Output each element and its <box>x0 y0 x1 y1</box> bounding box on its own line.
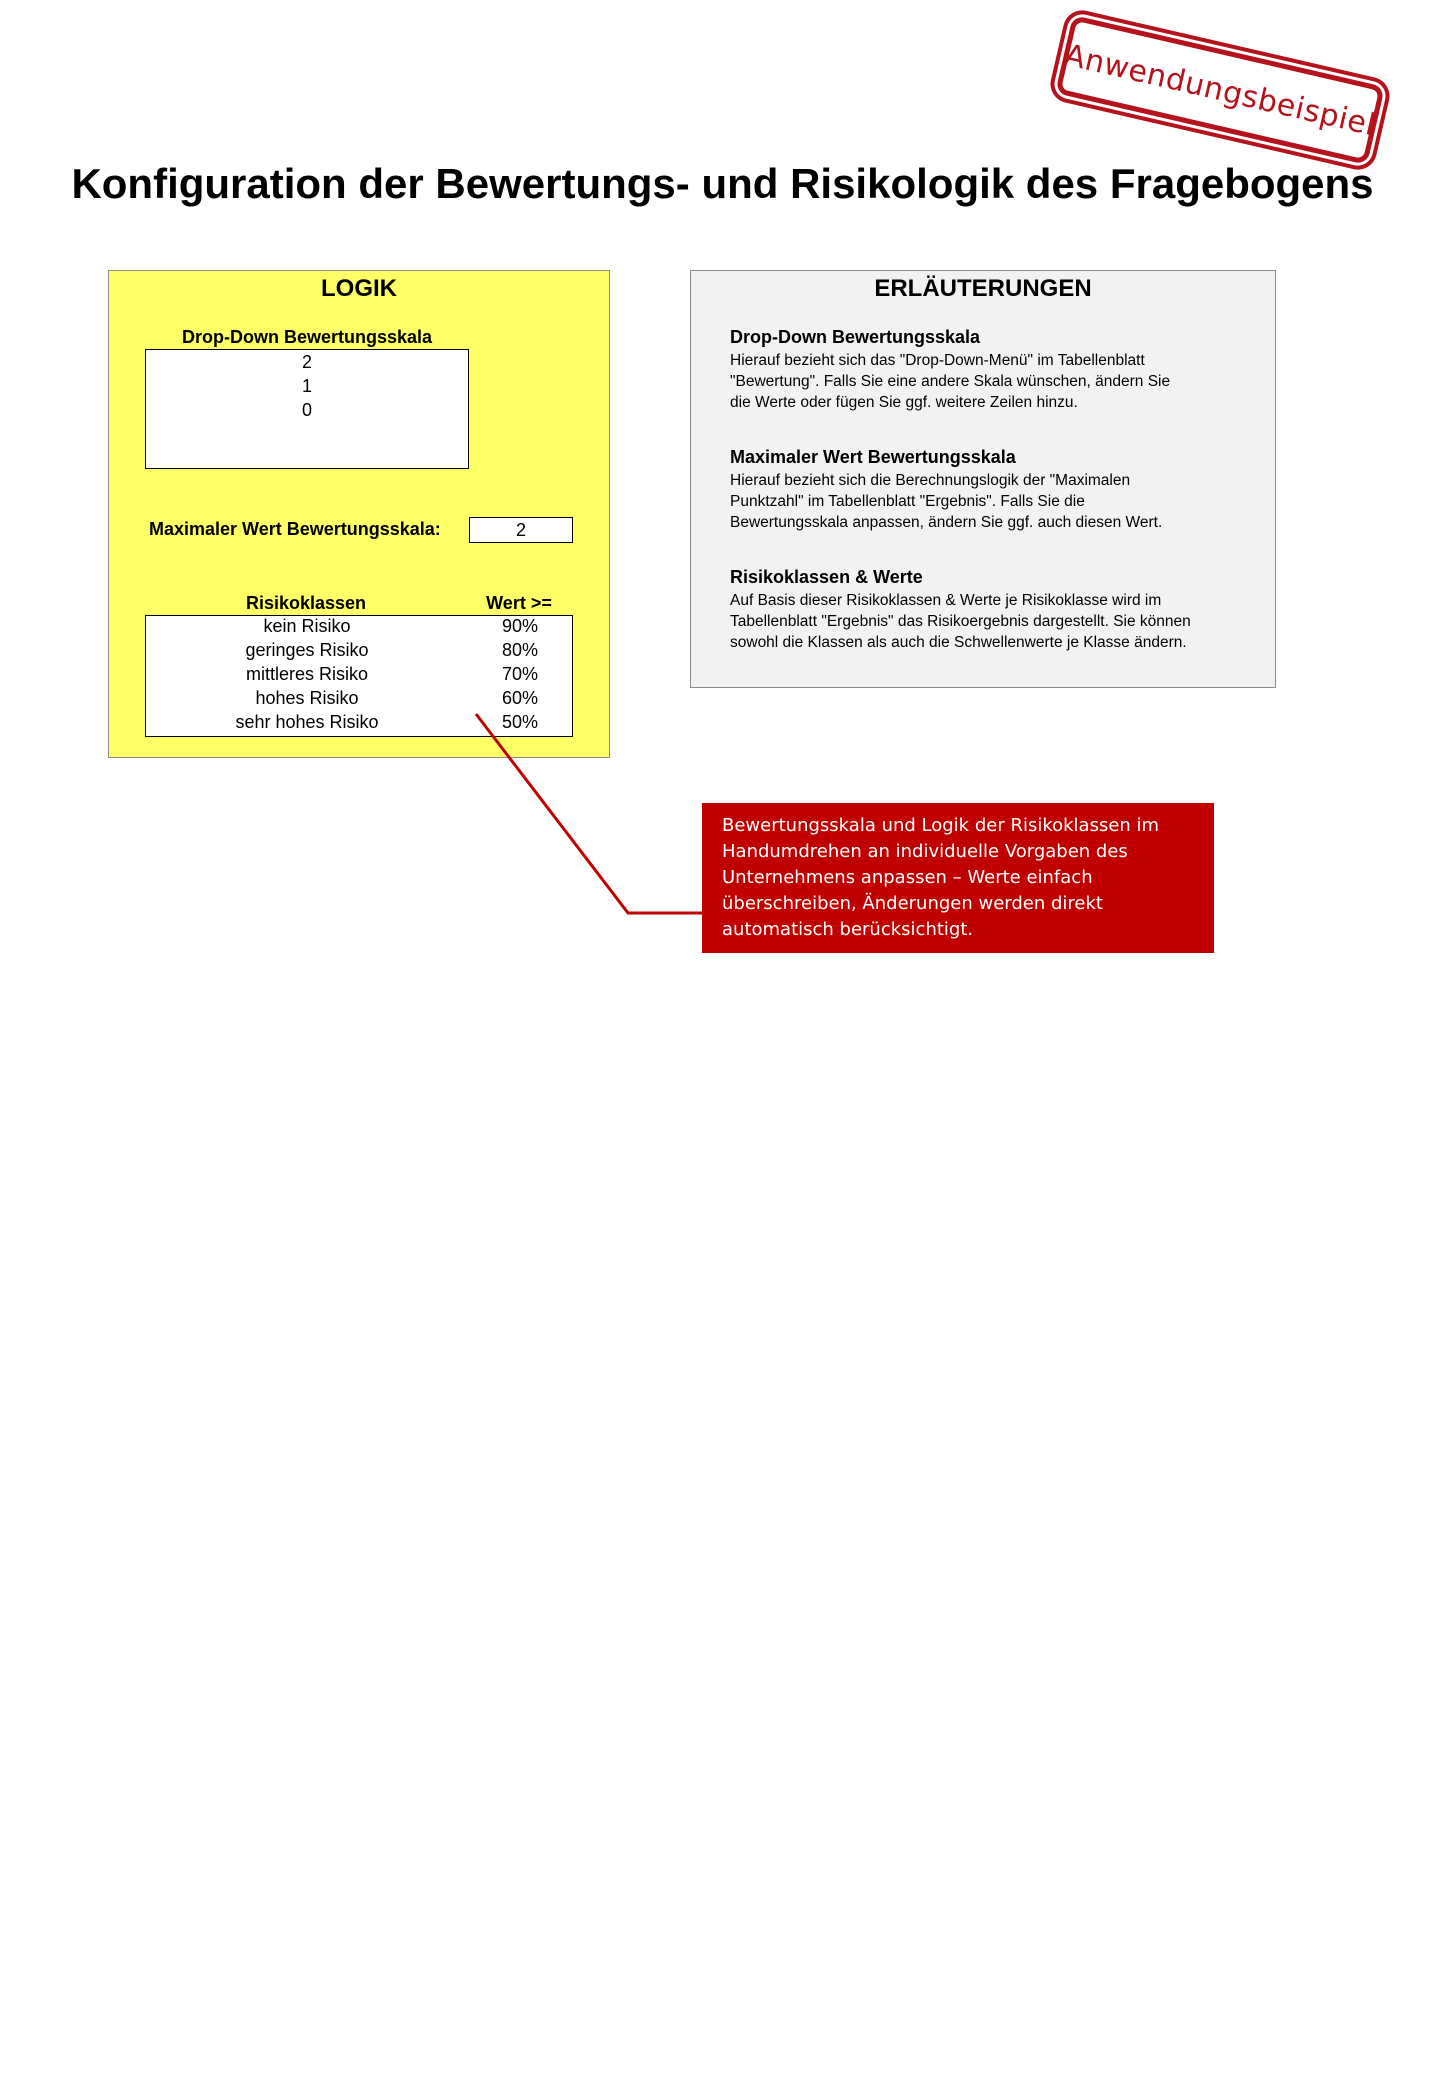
stamp-text: Anwendungsbeispiel <box>1061 37 1379 143</box>
risk-class-threshold[interactable]: 70% <box>501 664 539 684</box>
section-text: Hierauf bezieht sich die Berechnungslogik der "Maximalen Punktzahl" im Tabellenblatt "Ergebnis". Falls Sie die Bewertungsskala anpassen, ändern Sie ggf. auch diesen Wert. <box>730 472 1163 531</box>
page-title: Konfiguration der Bewertungs- und Risikologik des Fragebogens <box>71 160 1374 207</box>
explanations-heading: ERLÄUTERUNGEN <box>874 275 1092 302</box>
risk-classes-header: Risikoklassen <box>245 593 367 613</box>
risk-class-threshold[interactable]: 60% <box>501 688 539 708</box>
risk-class-name[interactable]: mittleres Risiko <box>245 664 369 684</box>
threshold-header: Wert >= <box>486 593 552 613</box>
section-text: Hierauf bezieht sich das "Drop-Down-Menü" im Tabellenblatt "Bewertung". Falls Sie eine andere Skala wünschen, ändern Sie die Werte oder fügen Sie ggf. weitere Zeilen hinzu. <box>730 352 1171 411</box>
section-title: Risikoklassen & Werte <box>730 567 923 587</box>
risk-class-name[interactable]: sehr hohes Risiko <box>235 712 379 732</box>
max-value-field[interactable]: 2 <box>469 517 573 543</box>
risk-class-name[interactable]: kein Risiko <box>263 616 351 636</box>
callout-box: Bewertungsskala und Logik der Risikoklassen im Handumdrehen an individuelle Vorgaben des Unternehmens anpassen – Werte einfach überschreiben, Änderungen werden direkt automatisch berücksichtigt. <box>702 803 1214 953</box>
risk-class-name[interactable]: geringes Risiko <box>245 640 369 660</box>
risk-class-name[interactable]: hohes Risiko <box>255 688 359 708</box>
max-value-label: Maximaler Wert Bewertungsskala: <box>149 519 441 539</box>
risk-class-threshold[interactable]: 80% <box>501 640 539 660</box>
logik-heading: LOGIK <box>321 275 397 302</box>
scale-value[interactable]: 2 <box>301 352 312 372</box>
scale-value[interactable]: 0 <box>301 400 312 420</box>
dropdown-scale-label: Drop-Down Bewertungsskala <box>181 327 433 347</box>
risk-class-threshold[interactable]: 90% <box>501 616 539 636</box>
section-text: Auf Basis dieser Risikoklassen & Werte je Risikoklasse wird im Tabellenblatt "Ergebnis" das Risikoergebnis dargestellt. Sie können sowohl die Klassen als auch die Schwellenwerte je Klasse ändern. <box>730 592 1191 651</box>
section-title: Maximaler Wert Bewertungsskala <box>730 447 1016 467</box>
risk-class-threshold[interactable]: 50% <box>501 712 539 732</box>
section-title: Drop-Down Bewertungsskala <box>730 327 981 347</box>
scale-value[interactable]: 1 <box>301 376 312 396</box>
